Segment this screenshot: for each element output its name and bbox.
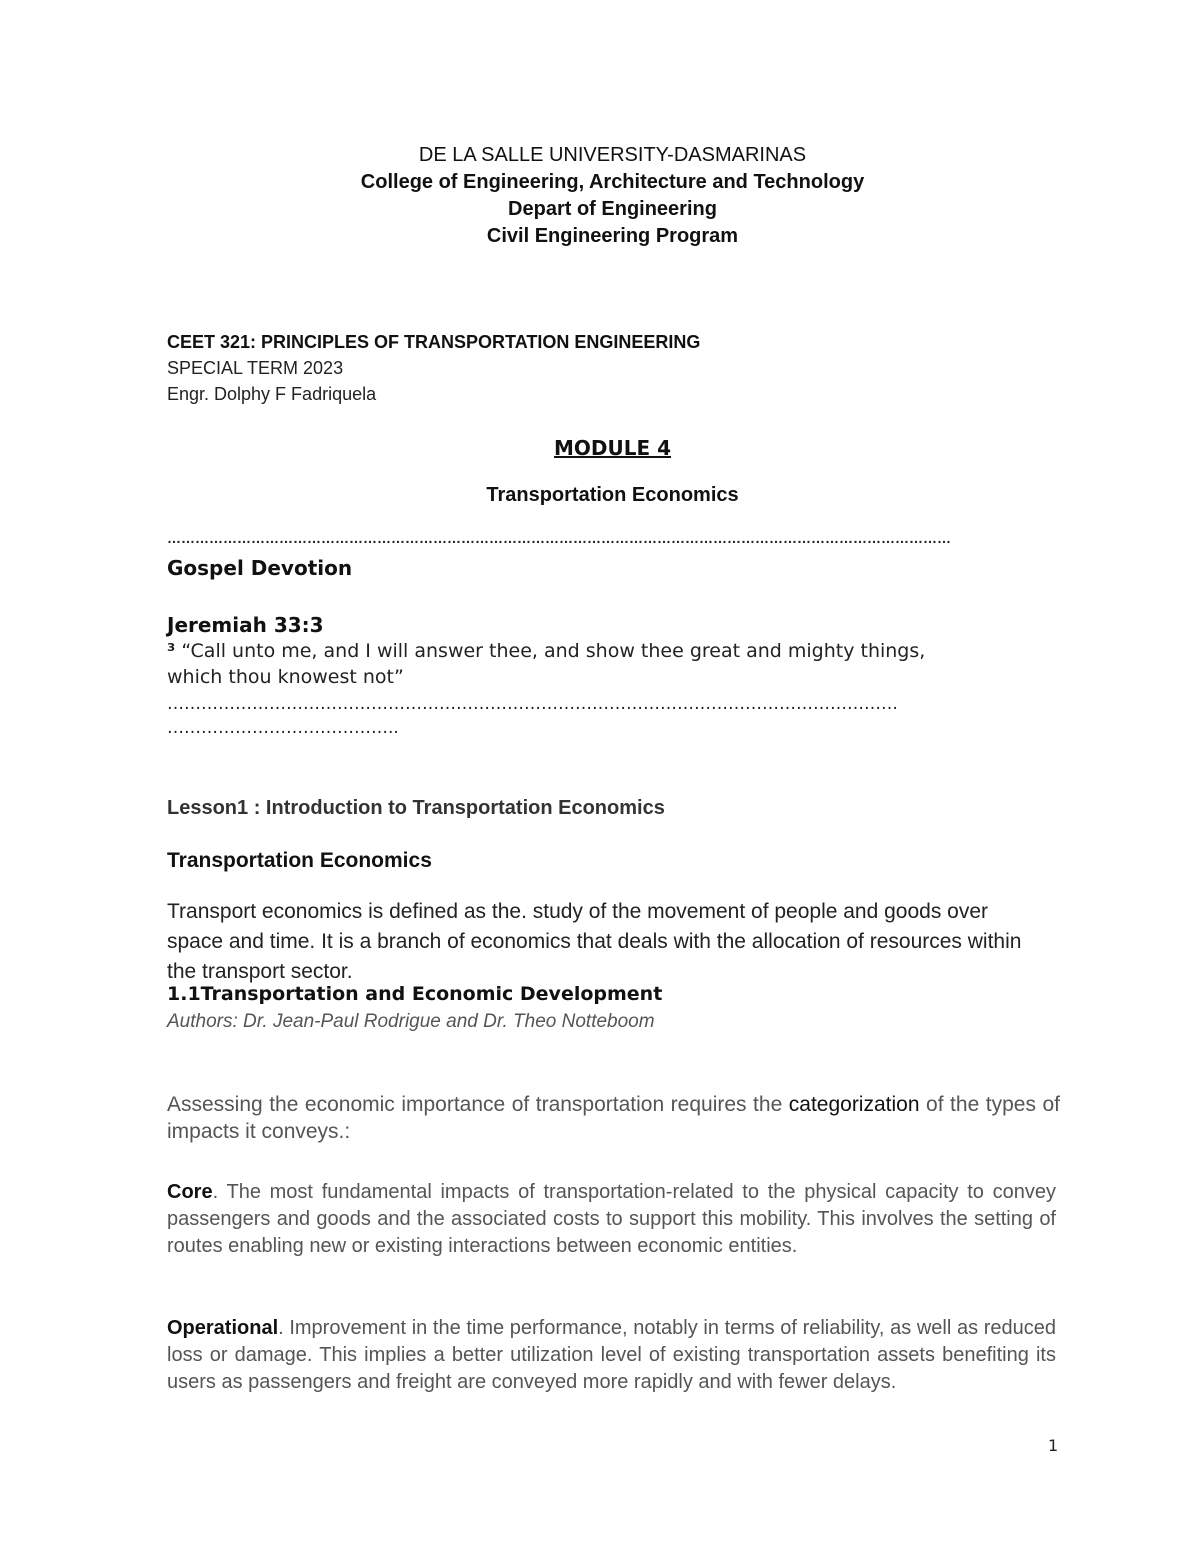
subsection-authors: Authors: Dr. Jean-Paul Rodrigue and Dr. Theo Notteboom — [167, 1011, 655, 1032]
college-name: College of Engineering, Architecture and Technology — [360, 171, 865, 193]
course-instructor: Engr. Dolphy F Fadriquela — [167, 384, 377, 404]
department-name: Depart of Engineering — [508, 198, 717, 220]
intro-paragraph — [167, 1091, 1060, 1145]
subsection-heading: 1.1Transportation and Economic Development — [167, 983, 663, 1005]
verse-number: ³ — [167, 640, 176, 662]
page-number: 1 — [1048, 1436, 1059, 1455]
verse-text-1: “Call unto me, and I will answer thee, and show thee great and mighty things, — [175, 640, 926, 662]
program-name: Civil Engineering Program — [486, 225, 739, 247]
section-heading: Transportation Economics — [167, 849, 432, 872]
module-label: MODULE 4 — [553, 436, 672, 460]
separator-dots-1: ………………………………………………………………………………………………………………… — [167, 694, 898, 714]
core-paragraph — [167, 1179, 1056, 1260]
definition-paragraph: Transport economics is defined as the. study of the movement of people and goods over space and time. It is a branch of economics that deals with the allocation of resources within the transport sector. — [167, 900, 1022, 983]
intro-text-c: of the types of impacts it conveys.: — [167, 1093, 1060, 1143]
separator-dots-top: …………………………………………………………………………………………………………………………………………………… — [167, 530, 951, 546]
separator-dots-2: ………………………………….. — [167, 718, 399, 738]
devotion-heading: Gospel Devotion — [167, 556, 353, 580]
operational-paragraph — [167, 1315, 1056, 1396]
intro-text-a: Assessing the economic importance of transportation requires the — [167, 1093, 789, 1116]
verse-line-2: which thou knowest not” — [167, 666, 404, 688]
intro-term-categorization: categorization — [788, 1093, 920, 1116]
course-title: CEET 321: PRINCIPLES OF TRANSPORTATION ENGINEERING — [167, 332, 701, 352]
verse-line-1 — [167, 640, 925, 662]
course-term: SPECIAL TERM 2023 — [167, 358, 344, 378]
lesson-title: Lesson1 : Introduction to Transportation Economics — [167, 797, 665, 819]
operational-text: . Improvement in the time performance, notably in terms of reliability, as well as reduced loss or damage. This implies a better utilization level of existing transportation assets benefiting its users as passengers and freight are conveyed more rapidly and with fewer delays. — [167, 1317, 1056, 1393]
university-name: DE LA SALLE UNIVERSITY-DASMARINAS — [418, 144, 807, 166]
operational-term: Operational — [167, 1317, 279, 1339]
module-title: Transportation Economics — [486, 484, 739, 506]
verse-reference: Jeremiah 33:3 — [167, 613, 324, 637]
core-term: Core — [167, 1181, 213, 1203]
core-text: . The most fundamental impacts of transportation-related to the physical capacity to convey passengers and goods and the associated costs to support this mobility. This involves the setting of routes enabling new or existing interactions between economic entities. — [167, 1181, 1056, 1257]
